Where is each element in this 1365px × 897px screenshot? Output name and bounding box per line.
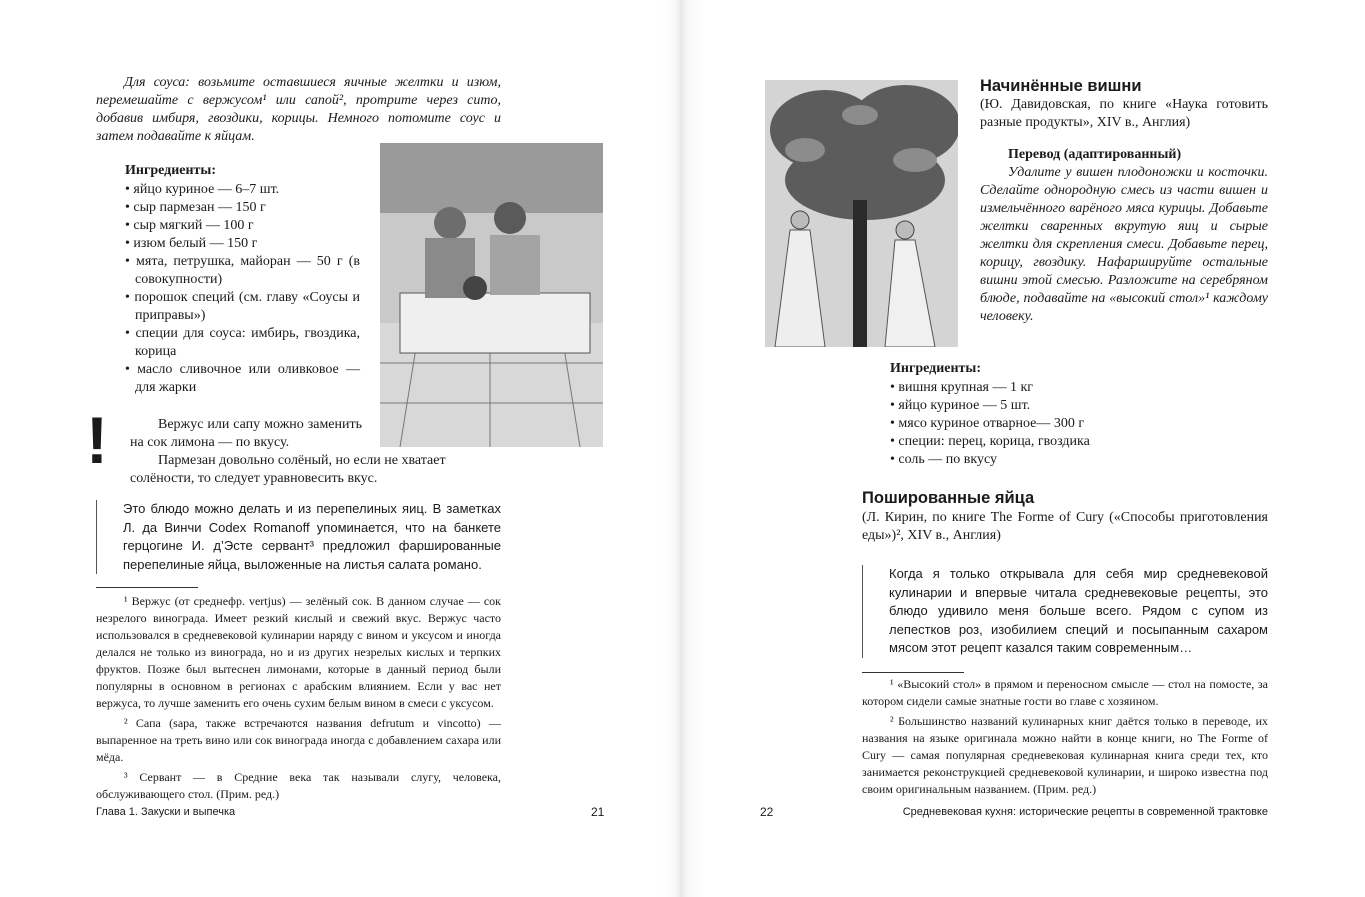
cherry-tree-illustration — [765, 80, 958, 347]
sauce-instructions: Для соуса: возьмите оставшиеся яичные желтки и изюм, перемешайте с вержусом¹ или сапой², протрите через сито, добавив имбиря, гвоздики, корицы. Немного потомите соус и затем подавайте к яйцам. — [96, 75, 501, 144]
footnote-divider — [96, 587, 198, 588]
list-item: • вишня крупная — 1 кг — [890, 379, 1150, 397]
translation-heading: Перевод (адаптированный) — [1008, 147, 1182, 162]
footnote: ¹ «Высокий стол» в прямом и переносном смысле — стол на помосте, за котором сидели самые знатные гости во главе с хозяином. — [862, 677, 1268, 708]
footnotes — [862, 676, 1268, 801]
footnote: ¹ Вержус (от среднефр. vertjus) — зелёный сок. В данном случае — сок незрелого винограда. Имеет резкий кислый и свежий вкус. Вержус часто использовался в средневековой кулинарии наряду с вином и уксусом и иногда делался не только из винограда, но и из других незрелых кислых и терпких фруктов. Позже был вытеснен лимонами, которые в данный период были популярны в основном в регионах с арабским влиянием. Если у вас нет вержуса, то лучше заменить его очень сухим белым вином в смеси с уксусом. — [96, 594, 501, 710]
list-item: • порошок специй (см. главу «Соусы и приправы») — [125, 289, 360, 325]
recipe-title: Начинённые вишни — [980, 77, 1142, 95]
page-number: 21 — [591, 805, 605, 819]
list-item: • яйцо куриное — 5 шт. — [890, 397, 1150, 415]
medieval-feast-illustration — [380, 143, 603, 447]
footnote-divider — [862, 672, 964, 673]
list-item: • сыр пармезан — 150 г — [125, 199, 360, 217]
list-item: • мясо куриное отварное— 300 г — [890, 415, 1150, 433]
quote-block: Когда я только открывала для себя мир средневековой кулинарии и впервые читала средневековые рецепты, это блюдо удивило меня больше всего. Рядом с супом из лепестков роз, изобилием специй и посыпанным сахаром мясом этот рецепт казался таким современным… — [862, 565, 1268, 658]
list-item: • мята, петрушка, майоран — 50 г (в совокупности) — [125, 253, 360, 289]
ingredients-list — [890, 379, 1150, 469]
list-item: • изюм белый — 150 г — [125, 235, 360, 253]
quote-block: Это блюдо можно делать и из перепелиных яиц. В заметках Л. да Винчи Codex Romanoff упоминается, что на банкете герцогине И. д’Эсте сервант³ предложил фаршированные перепелиные яйца, выложенные на листья салата романо. — [96, 500, 501, 574]
footnote: ² Большинство названий кулинарных книг даётся только в переводе, их названия на языке оригинала можно найти в конце книги, но The Forme of Cury — самая популярная средневековая кулинарная книга среди тех, кто занимается реконструкцией средневековой кулинарии, и широко известна под своим оригинальным названием. (Прим. ред.) — [862, 714, 1268, 796]
ingredients-heading: Ингредиенты: — [125, 163, 217, 178]
ingredients-heading: Ингредиенты: — [890, 361, 982, 376]
translation-text: Удалите у вишен плодоножки и косточки. Сделайте однородную смесь из части вишен и измельчённого варёного мяса курицы. Добавьте желтки сваренных вкрутую яиц и сырые желтки для скрепления смеси. Добавьте перец, корицу, гвоздику. Нафаршируйте остальные вишни этой смесью. Разложите на серебряном блюде, подавайте на «высокий стол»¹ каждому человеку. — [980, 165, 1268, 324]
list-item: • специи для соуса: имбирь, гвоздика, корица — [125, 325, 360, 361]
list-item: • специи: перец, корица, гвоздика — [890, 433, 1150, 451]
page-number: 22 — [760, 805, 774, 819]
list-item: • сыр мягкий — 100 г — [125, 217, 360, 235]
note-text-1: Вержус или сапу можно заменить на сок лимона — по вкусу. — [130, 417, 362, 450]
list-item: • соль — по вкусу — [890, 451, 1150, 469]
footnote: ³ Сервант — в Средние века так называли слугу, человека, обслуживающего стол. (Прим. ред.) — [96, 770, 501, 801]
running-footer: Глава 1. Закуски и выпечка — [96, 806, 236, 818]
list-item: • масло сливочное или оливковое — для жарки — [125, 361, 360, 397]
footnote: ² Сапа (sapa, также встречаются названия defrutum и vincotto) — выпаренное на треть вино или сок винограда иногда с добавлением сахара или мёда. — [96, 716, 501, 764]
recipe-source: (Л. Кирин, по книге The Forme of Cury («Способы приготовления еды»)², XIV в., Англия) — [862, 510, 1268, 543]
ingredients-list — [125, 181, 360, 397]
footnotes — [96, 593, 501, 806]
list-item: • яйцо куриное — 6–7 шт. — [125, 181, 360, 199]
recipe-source: (Ю. Давидовская, по книге «Наука готовить разные продукты», XIV в., Англия) — [980, 97, 1268, 130]
left-page — [0, 0, 680, 897]
right-page — [680, 0, 1365, 897]
recipe-title: Пошированные яйца — [862, 489, 1035, 507]
note-text-2: Пармезан довольно солёный, но если не хватает солёности, то следует уравновесить вкус. — [130, 453, 446, 486]
running-footer: Средневековая кухня: исторические рецепты в современной трактовке — [902, 806, 1268, 818]
exclamation-note-icon: ! — [86, 403, 108, 477]
